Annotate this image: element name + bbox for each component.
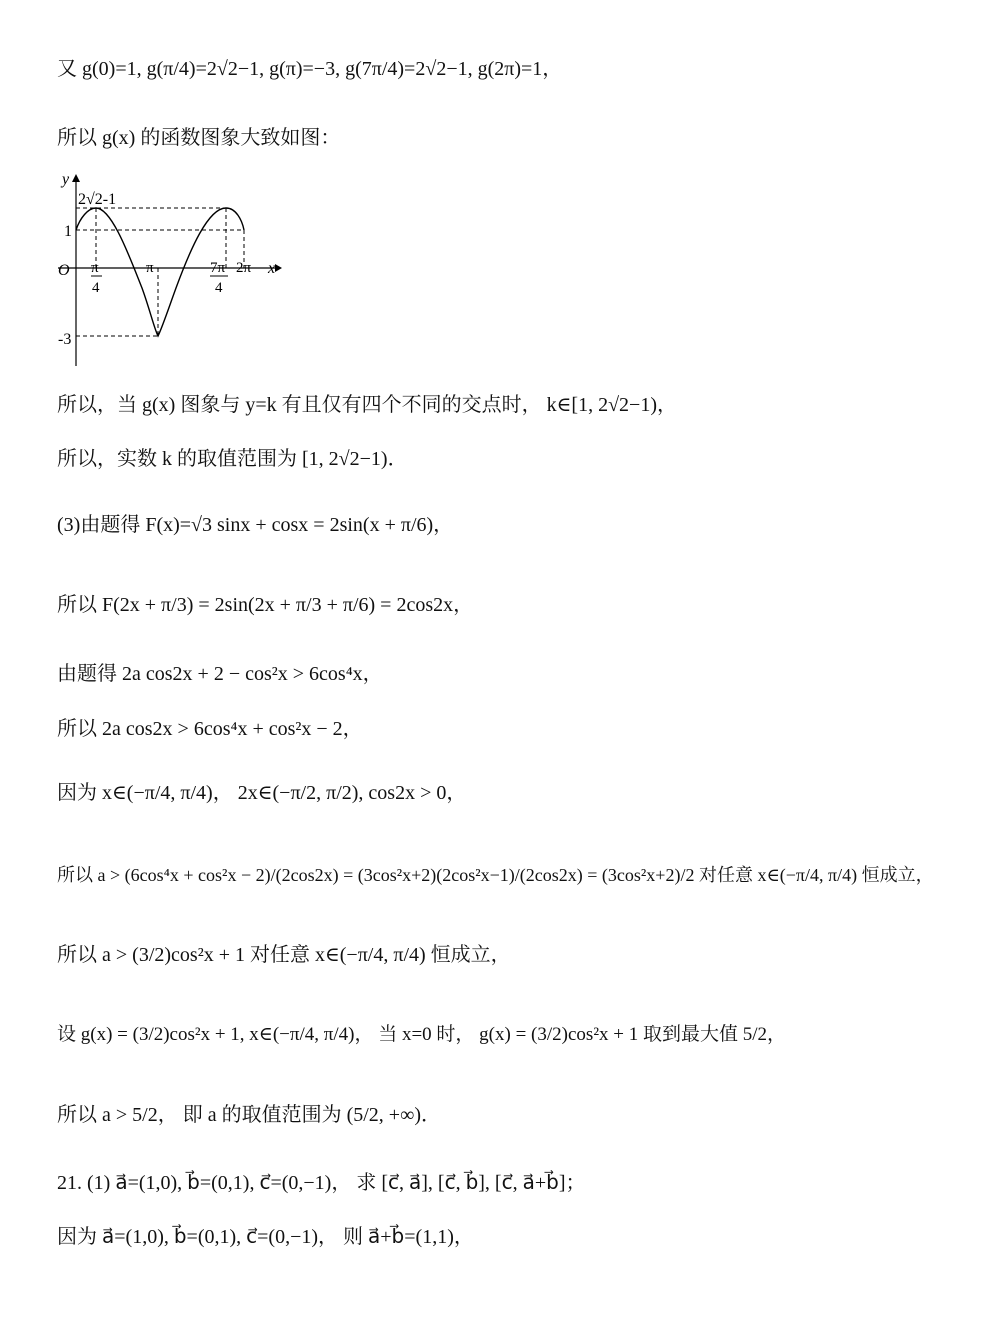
origin-label: O [58, 262, 70, 279]
line-13: 所以 a > 5/2， 即 a 的取值范围为 (5/2, +∞)． [57, 1104, 442, 1126]
2pi-label: 2π [236, 260, 252, 276]
x-axis-arrow [275, 264, 282, 272]
7pi4-num: 7π [210, 260, 226, 276]
line-3: 所以，当 g(x) 图象与 y=k 有且仅有四个不同的交点时， k∈[1, 2√2−1)， [57, 394, 677, 416]
line-10: 所以 a > (6cos⁴x + cos²x − 2)/(2cos2x) = (3cos²x+2)(2cos²x−1)/(2cos2x) = (3cos²x+2)/2 对任意 x∈(−π/4, π/4) 恒成立， [57, 865, 934, 885]
7pi4-den: 4 [215, 280, 223, 296]
y-axis-arrow [72, 174, 80, 182]
line-15: 因为 a⃗=(1,0), b⃗=(0,1), c⃗=(0,−1)， 则 a⃗+b⃗=(1,1)， [57, 1226, 474, 1248]
line-12: 设 g(x) = (3/2)cos²x + 1, x∈(−π/4, π/4)， 当 x=0 时， g(x) = (3/2)cos²x + 1 取到最大值 5/2， [57, 1024, 787, 1045]
x-axis-label: x [268, 260, 276, 277]
line-2: 所以 g(x) 的函数图象大致如图： [57, 127, 341, 149]
line-11: 所以 a > (3/2)cos²x + 1 对任意 x∈(−π/4, π/4) 恒成立， [57, 944, 511, 966]
neg3-label: -3 [58, 331, 72, 348]
pi-label: π [146, 260, 154, 276]
line-1: 又 g(0)=1, g(π/4)=2√2−1, g(π)=−3, g(7π/4)=2√2−1, g(2π)=1， [57, 58, 563, 80]
peak-label: 2√2-1 [78, 191, 117, 208]
line-7: 由题得 2a cos2x + 2 − cos²x > 6cos⁴x， [57, 663, 383, 685]
line-6: 所以 F(2x + π/3) = 2sin(2x + π/3 + π/6) = 2cos2x， [57, 594, 474, 616]
line-5: (3)由题得 F(x)=√3 sinx + cosx = 2sin(x + π/6)， [57, 514, 454, 536]
pi4-den: 4 [92, 280, 100, 296]
one-label: 1 [64, 223, 72, 240]
line-4: 所以，实数 k 的取值范围为 [1, 2√2−1)． [57, 448, 408, 470]
pi4-num: π [91, 260, 99, 276]
line-9: 因为 x∈(−π/4, π/4)， 2x∈(−π/2, π/2), cos2x > 0， [57, 782, 467, 804]
y-axis-label: y [62, 171, 70, 188]
line-8: 所以 2a cos2x > 6cos⁴x + cos²x − 2， [57, 718, 363, 740]
function-graph [50, 168, 290, 378]
line-14: 21. (1) a⃗=(1,0), b⃗=(0,1), c⃗=(0,−1)， 求 [c⃗, a⃗], [c⃗, b⃗], [c⃗, a⃗+b⃗]； [57, 1172, 586, 1194]
